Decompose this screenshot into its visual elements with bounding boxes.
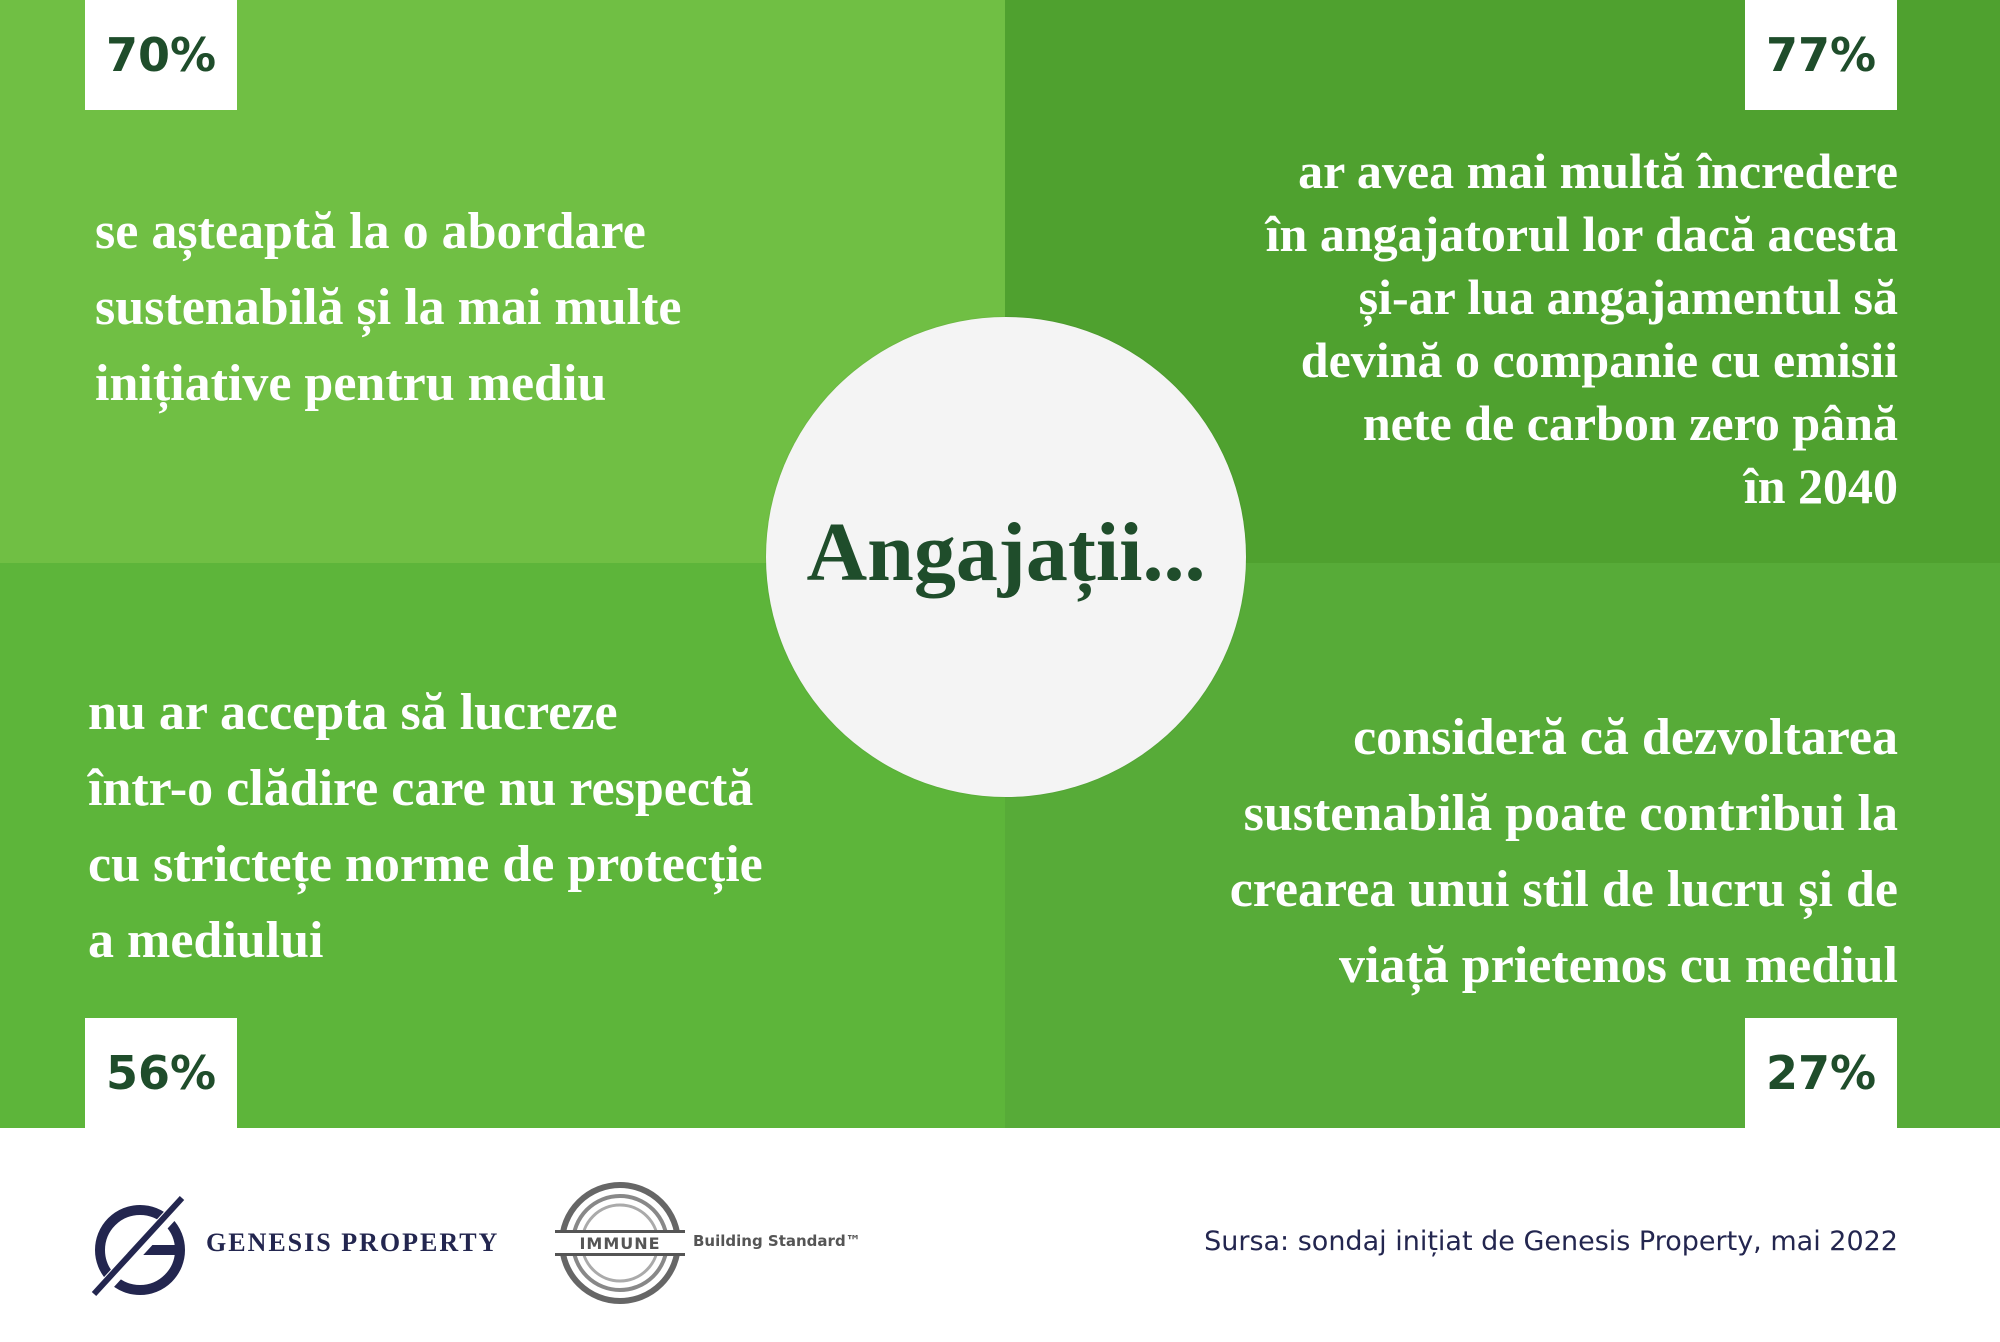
statement-line: nu ar accepta să lucreze [88, 684, 618, 741]
statement-line: în 2040 [1743, 458, 1898, 514]
statement-line: consideră că dezvoltarea [1353, 709, 1898, 766]
statement-line: ar avea mai multă încredere [1298, 143, 1898, 199]
statement-top-right [1118, 140, 1898, 518]
genesis-brand-name: GENESIS PROPERTY [206, 1228, 500, 1257]
statement-line: inițiative pentru mediu [95, 355, 607, 412]
percent-badge-bottom-right: 27% [1745, 1018, 1897, 1128]
statement-line: sustenabilă și la mai multe [95, 279, 682, 336]
immune-badge: IMMUNE [555, 1230, 685, 1256]
center-circle [766, 317, 1246, 797]
statement-line: devină o companie cu emisii [1300, 332, 1898, 388]
percent-badge-top-right: 77% [1745, 0, 1897, 110]
statement-line: viață prietenos cu mediul [1339, 937, 1898, 994]
statement-line: sustenabilă poate contribui la [1243, 785, 1898, 842]
statement-line: a mediului [88, 912, 324, 969]
statement-top-left [95, 194, 865, 422]
immune-standard-label: Building Standard™ [693, 1232, 861, 1250]
statement-line: crearea unui stil de lucru și de [1229, 861, 1898, 918]
percent-badge-top-left: 70% [85, 0, 237, 110]
genesis-g-icon [88, 1190, 198, 1300]
statement-line: nete de carbon zero până [1362, 395, 1898, 451]
percent-badge-bottom-left: 56% [85, 1018, 237, 1128]
statement-line: cu strictețe norme de protecție [88, 836, 763, 893]
statement-line: într-o clădire care nu respectă [88, 760, 754, 817]
statement-line: în angajatorul lor dacă acesta [1265, 206, 1898, 262]
statement-line: se așteaptă la o abordare [95, 203, 646, 260]
statement-bottom-left [88, 675, 918, 979]
center-title: Angajații... [806, 505, 1206, 599]
statement-line: și-ar lua angajamentul să [1358, 269, 1898, 325]
source-note: Sursa: sondaj inițiat de Genesis Property, mai 2022 [1204, 1226, 1898, 1257]
